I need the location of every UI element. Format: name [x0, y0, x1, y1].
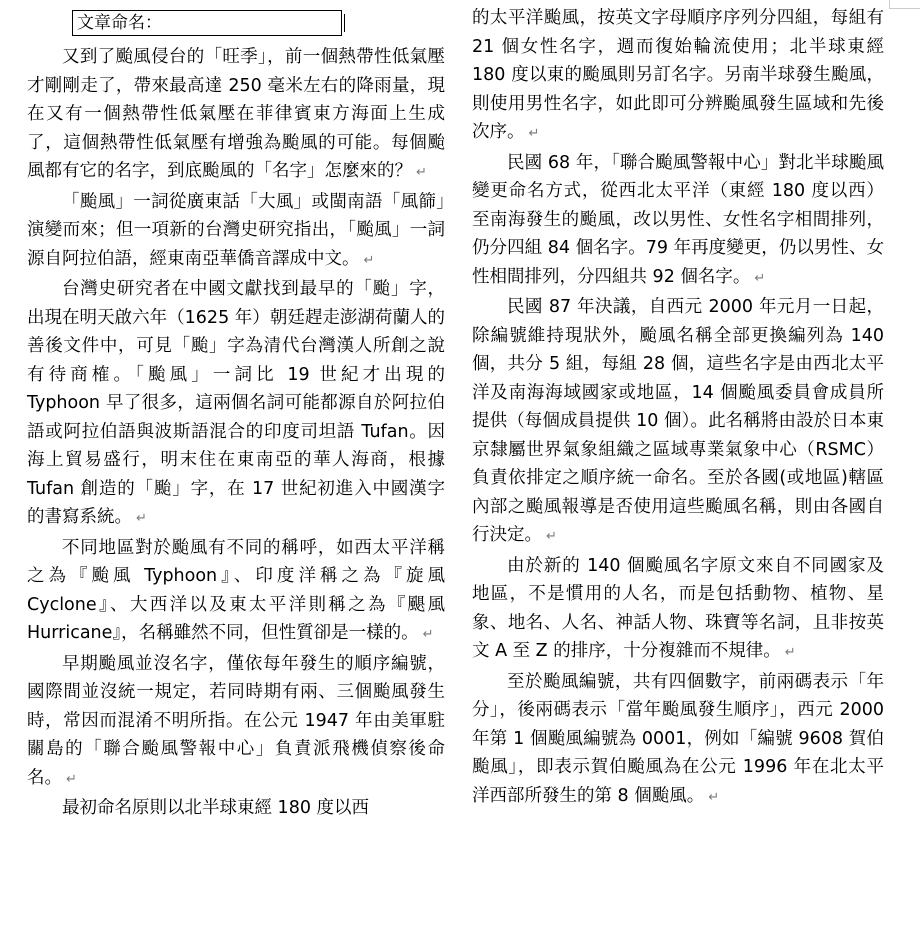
page-edge: [889, 0, 920, 9]
paragraph-mark-icon: ↵: [363, 252, 375, 268]
paragraph-mark-icon: ↵: [546, 529, 557, 544]
paragraph-mark-icon: ↵: [416, 165, 427, 180]
paragraph: 民國 87 年決議，自西元 2000 年元月一日起，除編號維持現狀外，颱風名稱全部更換編列為 140 個，共分 5 組，每組 28 個，這些名字是由西北太平洋及南海海域國家或地區，14 個颱風委員會成員所提供（每個成員提供 10 個）。此名稱將由設於日本東京隸屬世界氣象組織之區域專業氣象中心（RSMC）負責依排定之順序統一命名。至於各國(或地區)轄區內部之颱風報導是否使用這些颱風名稱，則由各國自行決定。 ↵: [472, 297, 884, 545]
title-input-box[interactable]: [72, 10, 342, 36]
right-column: [472, 4, 884, 812]
paragraph: 最初命名原則以北半球東經 180 度以西: [62, 798, 370, 818]
title-row: [72, 8, 445, 38]
paragraph: 又到了颱風侵台的「旺季」，前一個熱帶性低氣壓才剛剛走了，帶來最高達 250 毫米左右的降雨量，現在又有一個熱帶性低氣壓在菲律賓東方海面上生成了，這個熱帶性低氣壓有增強為颱風的可能。每個颱風都有它的名字，到底颱風的「名字」怎麼來的？ ↵: [27, 47, 445, 181]
paragraph-mark-icon: ↵: [528, 126, 540, 141]
paragraph: 台灣史研究者在中國文獻找到最早的「颱」字，出現在明天啟六年（1625 年）朝廷趕走澎湖荷蘭人的善後文件中，可見「颱」字為清代台灣漢人所創之說有待商榷。「颱風」一詞比 19 世紀才出現的 Typhoon 早了很多，這兩個名詞可能都源自於阿拉伯語或阿拉伯語與波斯語混合的印度司坦語 Tufan。因海上貿易盛行，明末住在東南亞的華人海商，根據 Tufan 創造的「颱」字，在 17 世紀初進入中國漢字的書寫系統。 ↵: [27, 279, 445, 527]
paragraph-mark-icon: ↵: [66, 771, 77, 787]
text-cursor: [344, 14, 353, 32]
paragraph-mark-icon: ↵: [136, 511, 147, 526]
paragraph-mark-icon: ↵: [754, 270, 766, 286]
paragraph-continuation: 的太平洋颱風，按英文字母順序序列分四組，每組有 21 個女性名字，週而復始輪流使用；北半球東經 180 度以東的颱風則另訂名字。另南半球發生颱風，則使用男性名字，如此即可分辨颱風發生區域和先後次序。 ↵: [472, 8, 884, 142]
paragraph-mark-icon: ↵: [708, 789, 720, 805]
paragraph: 不同地區對於颱風有不同的稱呼，如西太平洋稱之為『颱風 Typhoon』、印度洋稱之為『旋風 Cyclone』、大西洋以及東太平洋則稱之為『颶風 Hurricane』，名稱雖然不同，但性質卻是一樣的。 ↵: [27, 537, 445, 643]
paragraph: 由於新的 140 個颱風名字原文來自不同國家及地區，不是慣用的人名，而是包括動物、植物、星象、地名、人名、神話人物、珠寶等名詞，且非按英文 A 至 Z 的排序，十分複雜而不規律。 ↵: [472, 555, 884, 661]
paragraph: 至於颱風編號，共有四個數字，前兩碼表示「年分」，後兩碼表示「當年颱風發生順序」，西元 2000 年第 1 個颱風編號為 0001，例如「編號 9608 賀伯颱風」，即表示賀伯颱風為在公元 1996 年在北太平洋西部所發生的第 8 個颱風。 ↵: [472, 671, 884, 806]
title-label: 文章命名：: [77, 13, 162, 33]
paragraph: 「颱風」一詞從廣東話「大風」或閩南語「風篩」演變而來；但一項新的台灣史研究指出，「颱風」一詞源自阿拉伯語，經東南亞華僑音譯成中文。 ↵: [27, 191, 445, 269]
paragraph: 早期颱風並沒名字，僅依每年發生的順序編號，國際間並沒統一規定，若同時期有兩、三個颱風發生時，常因而混淆不明所指。在公元 1947 年由美軍駐關島的「聯合颱風警報中心」負責派飛機偵察後命名。 ↵: [27, 653, 445, 788]
paragraph: 民國 68 年，「聯合颱風警報中心」對北半球颱風變更命名方式，從西北太平洋（東經 180 度以西）至南海發生的颱風，改以男性、女性名字相間排列，仍分四組 84 個名字。79 年再度變更，仍以男性、女性相間排列，分四組共 92 個名字。 ↵: [472, 152, 884, 287]
paragraph-mark-icon: ↵: [784, 645, 796, 660]
left-column: [27, 8, 445, 823]
paragraph-mark-icon: ↵: [422, 627, 434, 642]
